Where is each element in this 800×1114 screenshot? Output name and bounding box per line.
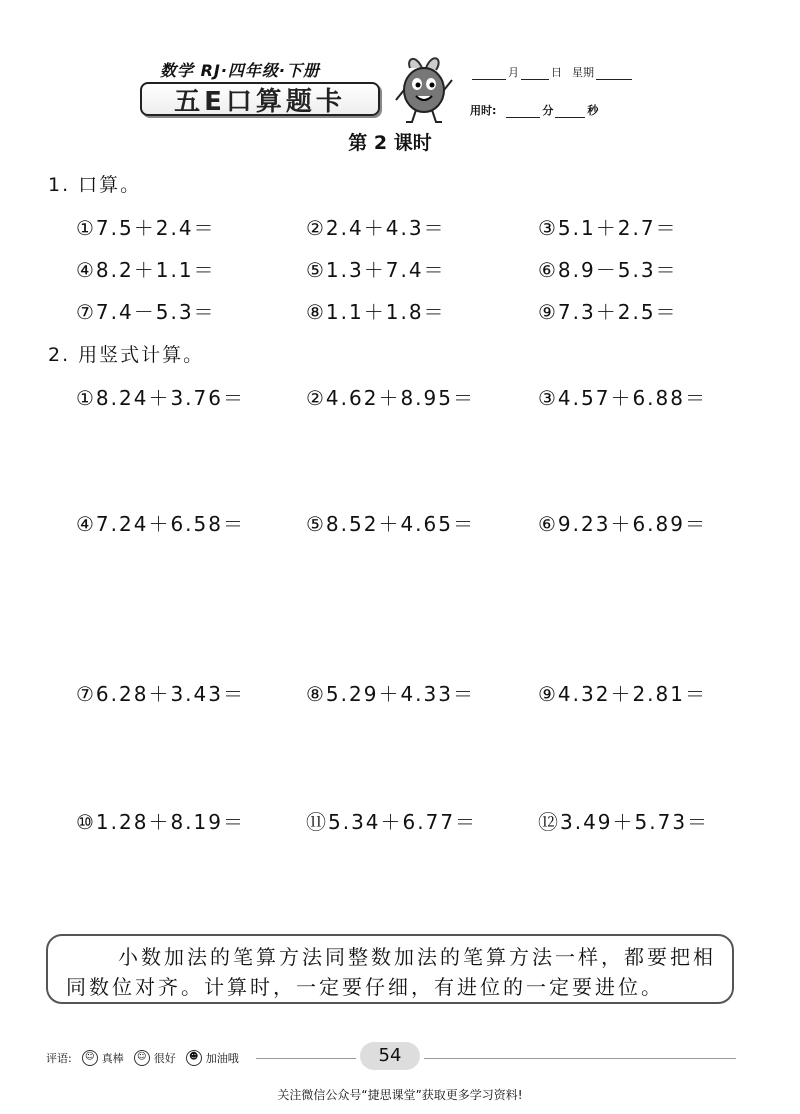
oral-problem: ④8.2＋1.1＝ — [76, 258, 216, 282]
footer-divider-right — [424, 1058, 736, 1059]
vertical-problem: ③4.57＋6.88＝ — [538, 386, 707, 410]
minute-label: 分 — [542, 104, 554, 117]
oral-problem: ①7.5＋2.4＝ — [76, 216, 216, 240]
vertical-problem: ⑩1.28＋8.19＝ — [76, 810, 245, 834]
day-blank[interactable] — [521, 68, 549, 80]
lesson-title: 第 2 课时 — [348, 132, 432, 154]
vertical-problem: ④7.24＋6.58＝ — [76, 512, 245, 536]
oral-problem: ⑥8.9－5.3＝ — [538, 258, 678, 282]
smile-face-icon[interactable]: ☺ — [134, 1050, 150, 1066]
date-line — [472, 64, 632, 80]
evaluation — [46, 1050, 239, 1066]
grin-face-icon[interactable]: ☺ — [82, 1050, 98, 1066]
vertical-problem: ⑦6.28＋3.43＝ — [76, 682, 245, 706]
section-1-title: 1. 口算。 — [48, 174, 142, 196]
oral-problem: ⑨7.3＋2.5＝ — [538, 300, 678, 324]
time-used-label: 用时: — [470, 104, 497, 117]
tip-box — [46, 934, 734, 1004]
mascot-icon — [392, 50, 456, 126]
eval-good: 很好 — [153, 1052, 176, 1065]
second-blank[interactable] — [555, 106, 585, 118]
month-label: 月 — [508, 66, 519, 79]
vertical-problem: ⑤8.52＋4.65＝ — [306, 512, 475, 536]
eval-keep-going: 加油哦 — [205, 1052, 239, 1065]
month-blank[interactable] — [472, 68, 506, 80]
vertical-problem: ②4.62＋8.95＝ — [306, 386, 475, 410]
page-number: 54 — [360, 1042, 420, 1070]
oral-problem: ②2.4＋4.3＝ — [306, 216, 446, 240]
vertical-problem: ⑫3.49＋5.73＝ — [538, 810, 710, 834]
oral-problem: ⑦7.4－5.3＝ — [76, 300, 216, 324]
weekday-label: 星期 — [572, 66, 594, 79]
vertical-problem: ⑨4.32＋2.81＝ — [538, 682, 707, 706]
header-subject: 数学 RJ·四年级·下册 — [160, 61, 321, 80]
eval-label: 评语: — [46, 1052, 72, 1065]
footer-divider-left — [256, 1058, 356, 1059]
weekday-blank[interactable] — [596, 68, 632, 80]
vertical-problem: ⑪5.34＋6.77＝ — [306, 810, 478, 834]
oral-problem: ⑧1.1＋1.8＝ — [306, 300, 446, 324]
oral-problem: ⑤1.3＋7.4＝ — [306, 258, 446, 282]
title-banner — [140, 82, 380, 116]
vertical-problem: ⑧5.29＋4.33＝ — [306, 682, 475, 706]
eval-great: 真棒 — [101, 1052, 124, 1065]
section-2-title: 2. 用竖式计算。 — [48, 344, 205, 366]
card-title: 五E口算题卡 — [174, 86, 346, 117]
vertical-problem: ⑥9.23＋6.89＝ — [538, 512, 707, 536]
tip-text: 小数加法的笔算方法同整数加法的笔算方法一样，都要把相同数位对齐。计算时，一定要仔细，有进位的一定要进位。 — [66, 945, 716, 999]
cheer-face-icon[interactable]: ☻ — [186, 1050, 202, 1066]
oral-problem: ③5.1＋2.7＝ — [538, 216, 678, 240]
day-label: 日 — [551, 66, 562, 79]
vertical-problem: ①8.24＋3.76＝ — [76, 386, 245, 410]
bottom-note: 关注微信公众号“捷思课堂”获取更多学习资料! — [277, 1088, 523, 1102]
second-label: 秒 — [587, 104, 599, 117]
time-line — [470, 102, 598, 118]
minute-blank[interactable] — [506, 106, 540, 118]
